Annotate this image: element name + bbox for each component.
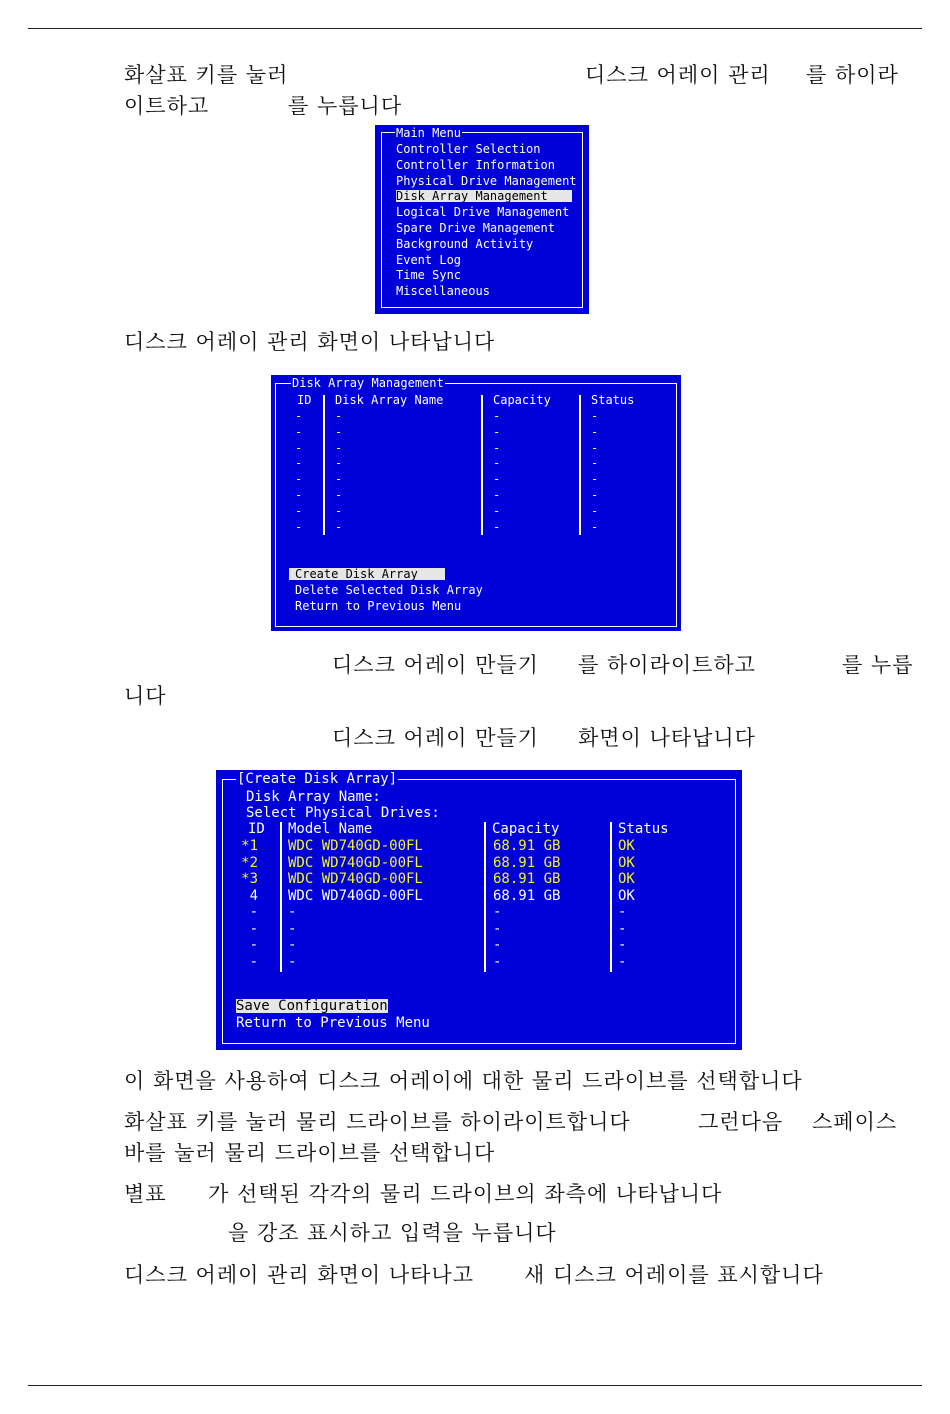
table-cell-capacity: 68.91 GB — [493, 887, 561, 904]
table-cell-id: - — [295, 424, 303, 439]
column-divider — [280, 822, 282, 972]
column-divider — [481, 395, 483, 535]
table-cell-model: WDC WD740GD-00FL — [288, 854, 423, 871]
select-drives-label: Select Physical Drives: — [246, 805, 440, 821]
table-cell-name: - — [335, 456, 343, 471]
table-cell-id: - — [295, 456, 303, 471]
table-cell-capacity: - — [493, 456, 501, 471]
table-cell-status: - — [591, 472, 599, 487]
table-cell-id: - — [295, 409, 303, 423]
table-cell-status: - — [591, 409, 599, 423]
table-cell-id: - — [249, 937, 258, 953]
main-menu-item[interactable]: Logical Drive Management — [396, 205, 570, 220]
disk-array-name-label: Disk Array Name: — [246, 789, 381, 805]
table-cell-name: - — [335, 424, 343, 439]
table-cell-id: *1 — [241, 838, 258, 854]
table-cell-status: - — [591, 519, 599, 534]
column-header-capacity: Capacity — [493, 393, 551, 407]
table-cell-name: - — [335, 440, 343, 455]
table-cell-id: - — [249, 904, 258, 920]
paragraph-text: 화살표 키를 눌러 물리 드라이브를 하이라이트합니다 — [124, 1110, 631, 1134]
paragraph-text: 를 하이라 — [806, 63, 899, 87]
paragraph-text: 디스크 어레이 만들기 — [332, 726, 539, 750]
bottom-rule — [28, 1385, 922, 1386]
table-cell-capacity: - — [493, 937, 502, 953]
table-cell-capacity: - — [493, 488, 501, 502]
paragraph-text: 가 선택된 각각의 물리 드라이브의 좌측에 나타납니다 — [208, 1182, 723, 1206]
column-header-id: ID — [248, 821, 265, 837]
table-cell-id: - — [295, 503, 303, 518]
main-menu-item[interactable]: Controller Information — [396, 157, 555, 172]
main-menu-screen — [375, 125, 589, 314]
table-cell-capacity: - — [493, 440, 501, 455]
table-cell-model: - — [288, 937, 297, 953]
create-disk-array-action[interactable]: Save Configuration — [236, 998, 388, 1014]
table-cell-model: WDC WD740GD-00FL — [288, 887, 423, 904]
table-cell-id: - — [249, 920, 258, 937]
table-cell-capacity: - — [493, 519, 501, 534]
table-cell-capacity: - — [493, 503, 501, 518]
main-menu-item[interactable]: Spare Drive Management — [396, 221, 555, 235]
paragraph-text: 디스크 어레이 만들기 — [332, 653, 539, 677]
table-cell-status: - — [591, 424, 599, 439]
table-cell-id: - — [295, 488, 303, 502]
paragraph-text: 디스크 어레이 관리 화면이 나타납니다 — [124, 330, 496, 354]
table-cell-name: - — [335, 519, 343, 534]
column-header-id: ID — [297, 393, 312, 407]
main-menu-item[interactable]: Disk Array Management — [396, 190, 572, 202]
create-disk-array-title: [Create Disk Array] — [237, 771, 398, 787]
table-cell-model: WDC WD740GD-00FL — [288, 871, 423, 887]
table-cell-id: - — [295, 440, 303, 455]
paragraph-text: 디스크 어레이 관리 — [585, 63, 771, 87]
main-menu-title: Main Menu — [396, 126, 462, 140]
table-cell-name: - — [335, 472, 343, 487]
paragraph-text: 을 강조 표시하고 입력을 누릅니다 — [228, 1221, 557, 1245]
paragraph-text: 그런다음 — [698, 1110, 784, 1134]
column-header-name: Disk Array Name — [335, 393, 444, 407]
table-cell-status: - — [618, 920, 627, 937]
column-divider — [610, 822, 612, 972]
table-cell-status: - — [618, 937, 627, 953]
top-rule — [28, 28, 922, 29]
table-cell-status: - — [591, 440, 599, 455]
disk-array-action[interactable]: Delete Selected Disk Array — [295, 583, 483, 597]
column-header-status: Status — [591, 393, 635, 407]
main-menu-item[interactable]: Event Log — [396, 252, 462, 267]
paragraph-text: 이 화면을 사용하여 디스크 어레이에 대한 물리 드라이브를 선택합니다 — [124, 1069, 803, 1093]
column-header-model: Model Name — [288, 821, 373, 837]
table-cell-capacity: 68.91 GB — [493, 854, 561, 871]
create-disk-array-screen — [216, 770, 742, 1050]
paragraph-text: 니다 — [124, 684, 167, 708]
table-cell-capacity: - — [493, 953, 502, 970]
table-cell-status: - — [591, 456, 599, 471]
table-cell-id: *3 — [241, 871, 258, 887]
paragraph-text: 이트하고 — [124, 94, 210, 118]
table-cell-capacity: - — [493, 424, 501, 439]
table-cell-id: - — [249, 953, 258, 970]
table-cell-status: - — [618, 904, 627, 920]
table-cell-capacity: - — [493, 904, 502, 920]
paragraph-text: 를 누릅니다 — [288, 94, 403, 118]
disk-array-title: Disk Array Management — [292, 376, 444, 390]
column-divider — [484, 822, 486, 972]
table-cell-id: - — [295, 519, 303, 534]
table-cell-id: *2 — [241, 854, 258, 871]
table-cell-capacity: 68.91 GB — [493, 838, 561, 854]
disk-array-action[interactable]: Create Disk Array — [289, 568, 445, 580]
paragraph-text: 바를 눌러 물리 드라이브를 선택합니다 — [124, 1141, 496, 1165]
table-cell-id: 4 — [249, 887, 258, 904]
paragraph-text: 새 디스크 어레이를 표시합니다 — [524, 1263, 824, 1287]
table-cell-model: - — [288, 953, 297, 970]
table-cell-capacity: - — [493, 409, 501, 423]
column-header-capacity: Capacity — [492, 821, 560, 837]
table-cell-capacity: - — [493, 472, 501, 487]
paragraph-text: 디스크 어레이 관리 화면이 나타나고 — [124, 1263, 474, 1287]
paragraph-text: 스페이스 — [812, 1110, 898, 1134]
paragraph-text: 를 하이라이트하고 — [578, 653, 756, 677]
main-menu-item[interactable]: Miscellaneous — [396, 284, 490, 299]
table-cell-name: - — [335, 488, 343, 502]
disk-array-management-screen — [271, 375, 681, 631]
column-header-status: Status — [618, 821, 669, 837]
paragraph-text: 화면이 나타납니다 — [578, 726, 756, 750]
column-divider — [323, 395, 325, 535]
main-menu-item[interactable]: Background Activity — [396, 236, 534, 251]
table-cell-model: - — [288, 920, 297, 937]
table-cell-status: OK — [618, 871, 635, 887]
table-cell-model: WDC WD740GD-00FL — [288, 838, 423, 854]
table-cell-name: - — [335, 503, 343, 518]
main-menu-item[interactable]: Time Sync — [396, 268, 462, 283]
table-cell-status: OK — [618, 887, 635, 904]
table-cell-status: OK — [618, 838, 635, 854]
table-cell-capacity: 68.91 GB — [493, 871, 561, 887]
table-cell-capacity: - — [493, 920, 502, 937]
main-menu-item[interactable]: Controller Selection — [396, 142, 541, 156]
paragraph-text: 를 누릅 — [842, 653, 914, 677]
create-disk-array-action[interactable]: Return to Previous Menu — [236, 1014, 430, 1031]
table-cell-model: - — [288, 904, 297, 920]
column-divider — [579, 395, 581, 535]
main-menu-item[interactable]: Physical Drive Management — [396, 173, 577, 188]
table-cell-status: - — [618, 953, 627, 970]
paragraph-text: 별표 — [124, 1182, 167, 1206]
table-cell-id: - — [295, 472, 303, 487]
table-cell-name: - — [335, 409, 343, 423]
table-cell-status: - — [591, 488, 599, 502]
table-cell-status: - — [591, 503, 599, 518]
paragraph-text: 화살표 키를 눌러 — [124, 63, 289, 87]
table-cell-status: OK — [618, 854, 635, 871]
disk-array-action[interactable]: Return to Previous Menu — [295, 599, 462, 613]
